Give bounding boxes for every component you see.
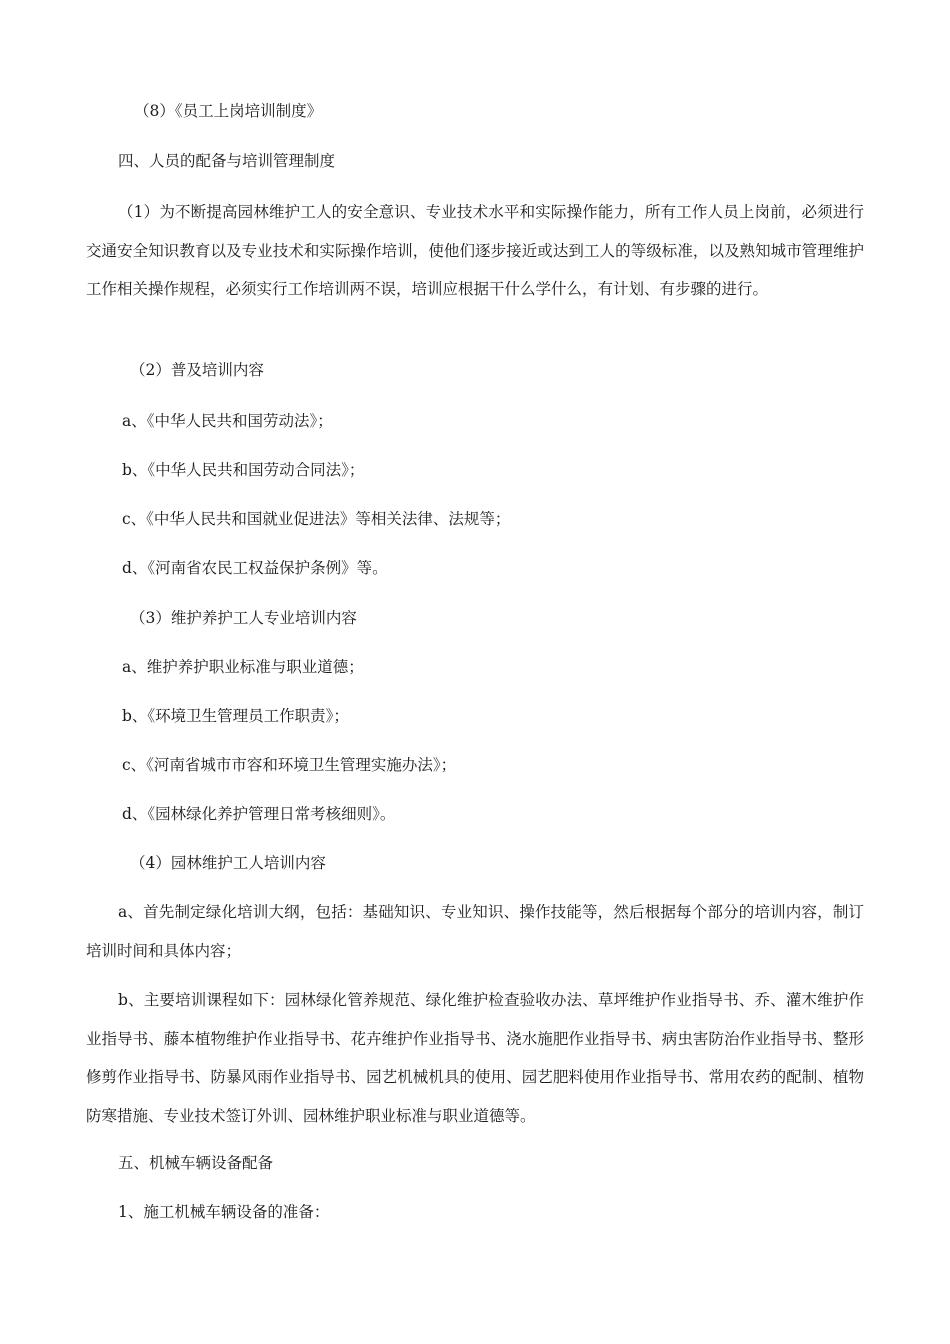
subheading-2-general-training: （2）普及培训内容 — [130, 361, 264, 379]
section-heading-4-staffing-training: 四、人员的配备与培训管理制度 — [118, 152, 336, 170]
list-item-labor-law: a、《中华人民共和国劳动法》； — [122, 412, 333, 430]
list-item-professional-standards: a、维护养护职业标准与职业道德； — [122, 658, 364, 676]
paragraph-training-outline: a、首先制定绿化培训大纲，包括：基础知识、专业知识、操作技能等，然后根据每个部分的培训内容，制订培训时间和具体内容； — [86, 903, 864, 960]
list-item-labor-contract-law: b、《中华人民共和国劳动合同法》； — [122, 461, 365, 479]
list-item-henan-city-sanitation-rules: c、《河南省城市市容和环境卫生管理实施办法》； — [122, 756, 457, 774]
list-item-sanitation-manager-duties: b、《环境卫生管理员工作职责》； — [122, 707, 349, 725]
subheading-3-maintenance-worker-training: （3）维护养护工人专业培训内容 — [130, 609, 357, 627]
paragraph-training-courses: b、主要培训课程如下：园林绿化管养规范、绿化维护检查验收办法、草坪维护作业指导书、乔、灌木维护作业指导书、藤本植物维护作业指导书、花卉维护作业指导书、浇水施肥作业指导书、病虫害防治作业指导书、整形修剪作业指导书、防暴风雨作业指导书、园艺机械机具的使用、园艺肥料使用作业指导书、常用农药的配制、植物防寒措施、专业技术签订外训、园林维护职业标准与职业道德等。 — [86, 991, 864, 1125]
subheading-1-machinery-preparation: 1、施工机械车辆设备的准备： — [118, 1203, 330, 1221]
list-item-henan-migrant-worker-regulation: d、《河南省农民工权益保护条例》等。 — [122, 559, 388, 577]
list-item-landscaping-assessment-rules: d、《园林绿化养护管理日常考核细则》。 — [122, 805, 396, 823]
subheading-4-landscape-worker-training: （4）园林维护工人培训内容 — [130, 854, 326, 872]
list-item-employment-promotion-law: c、《中华人民共和国就业促进法》等相关法律、法规等； — [122, 510, 511, 528]
item-8-employee-onboarding-training: （8）《员工上岗培训制度》 — [134, 102, 323, 120]
section-heading-5-machinery: 五、机械车辆设备配备 — [118, 1154, 274, 1172]
paragraph-1-training-requirement: （1）为不断提高园林维护工人的安全意识、专业技术水平和实际操作能力，所有工作人员上岗前，必须进行交通安全知识教育以及专业技术和实际操作培训，使他们逐步接近或达到工人的等级标准，以及熟知城市管理维护工作相关操作规程，必须实行工作培训两不误，培训应根据干什么学什么，有计划、有步骤的进行。 — [86, 203, 864, 298]
